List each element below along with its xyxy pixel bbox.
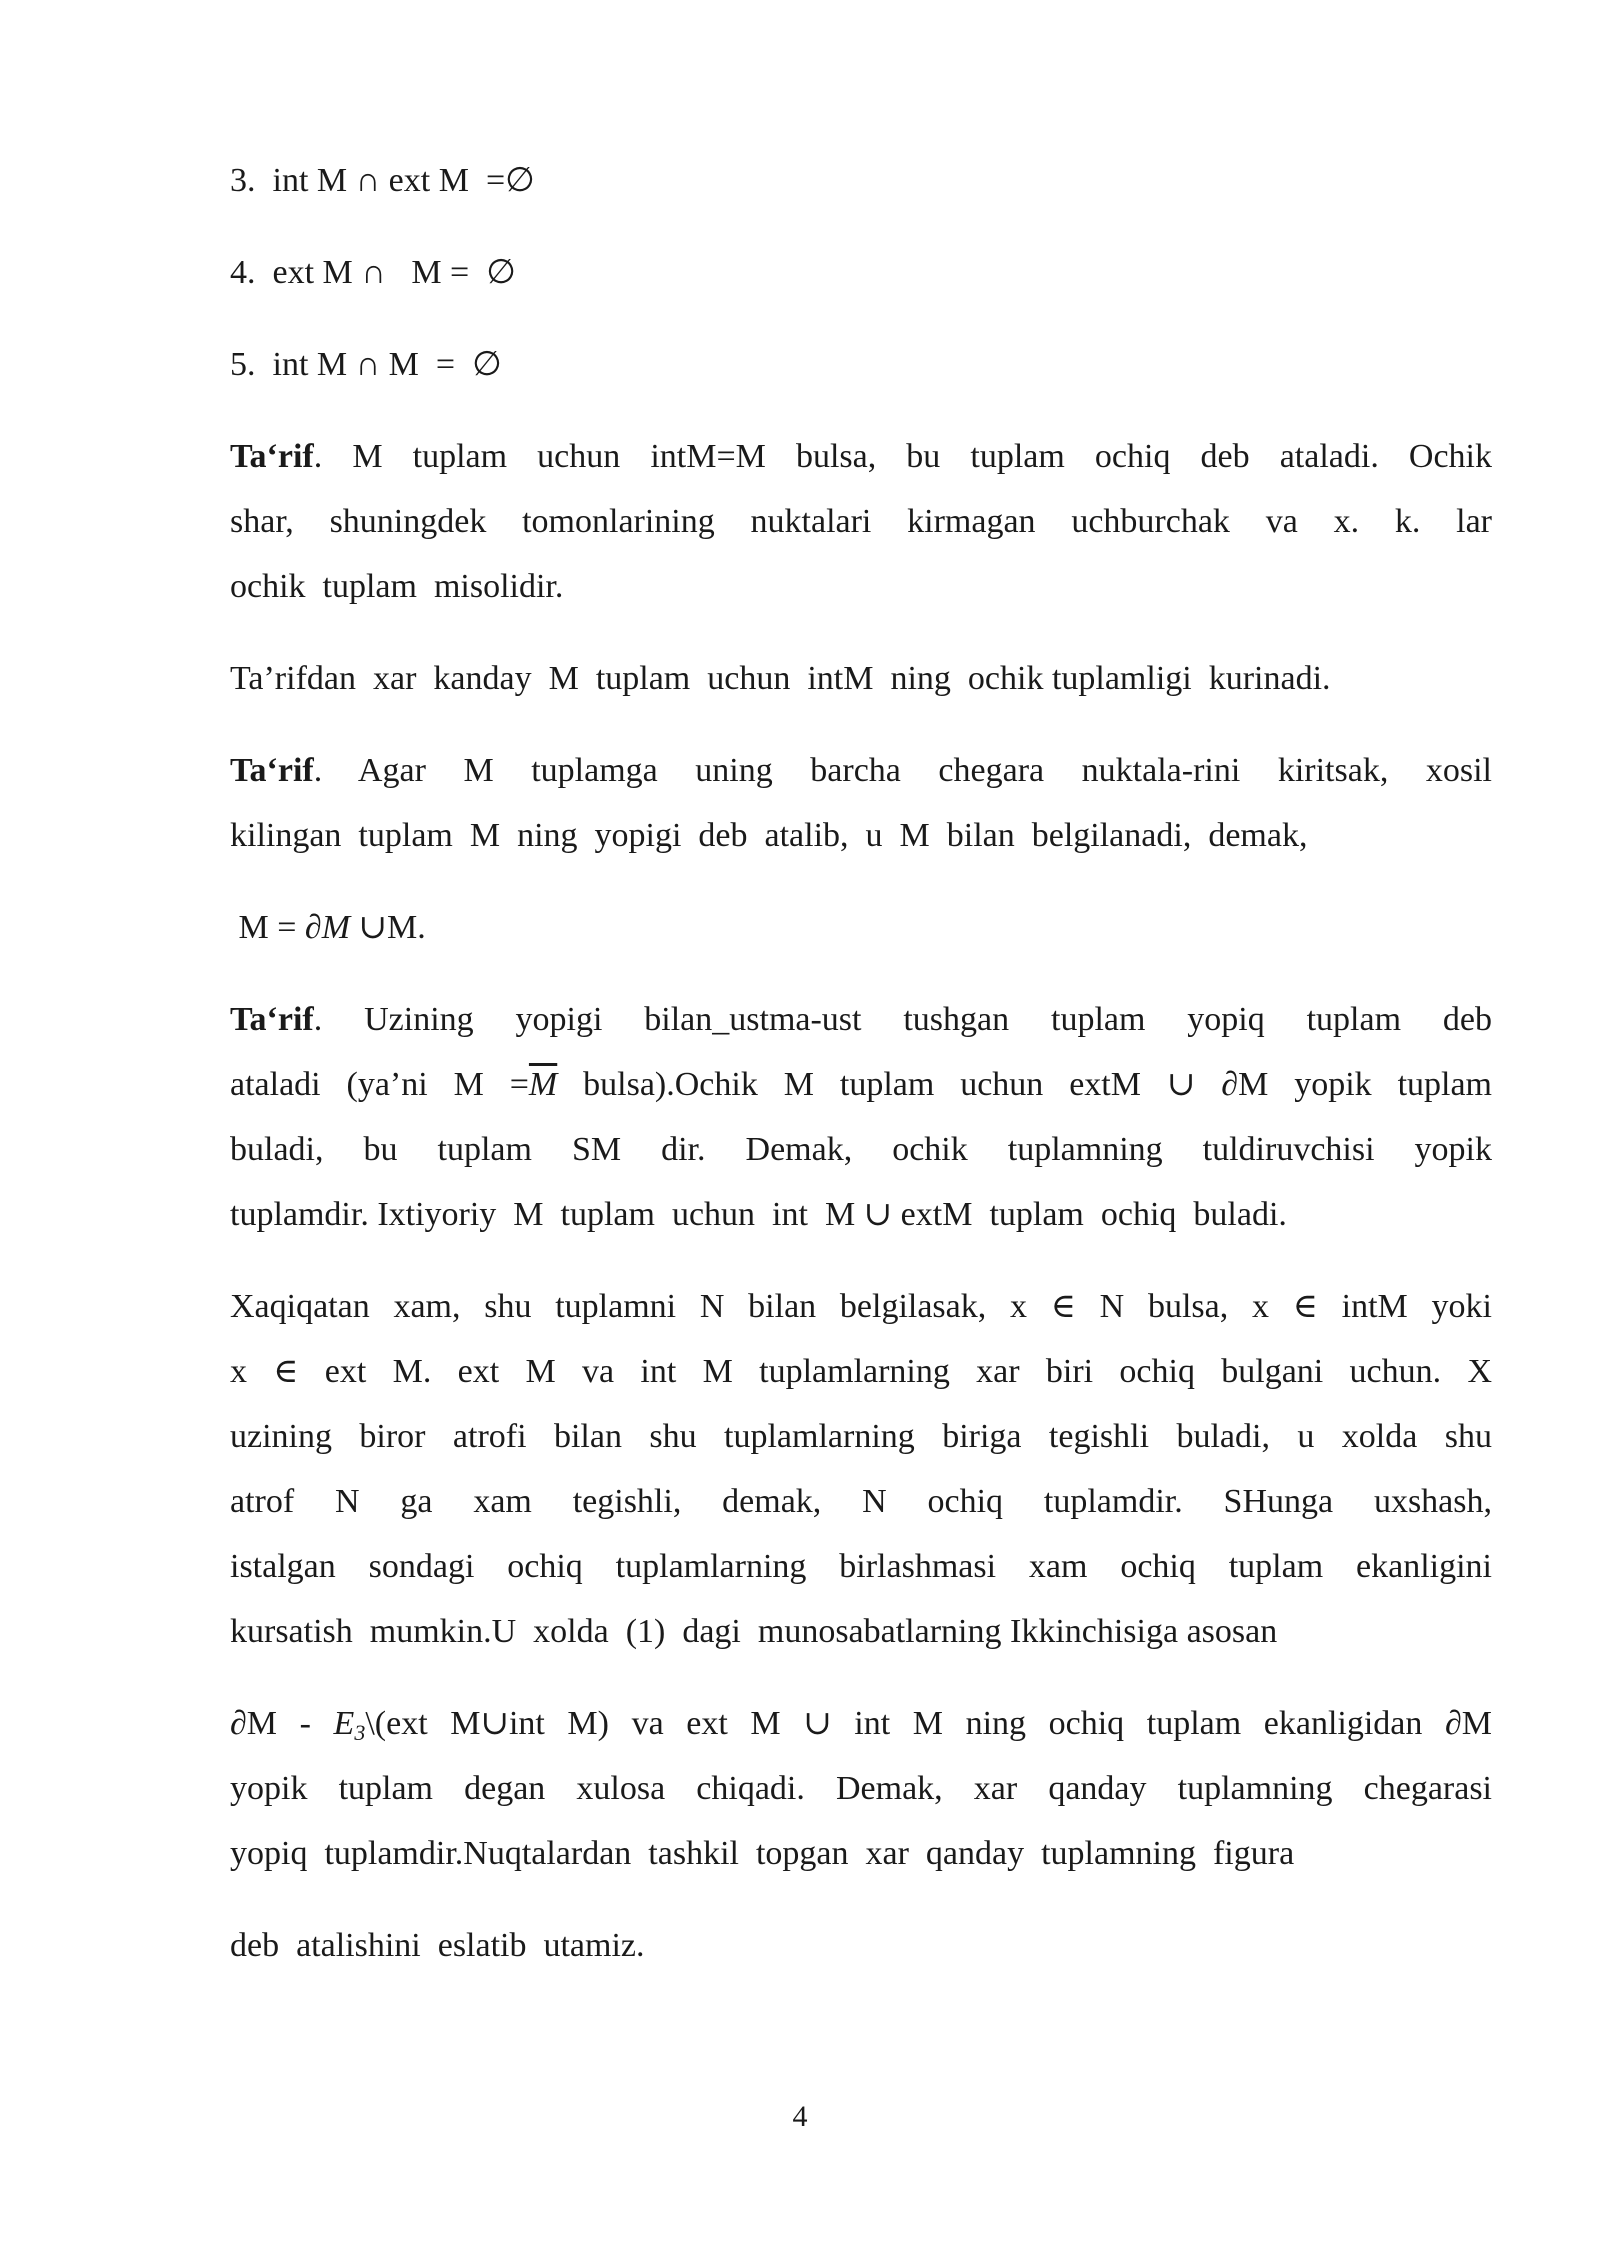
list-item-5: 5. int M ∩ M = ∅: [230, 346, 502, 383]
definition-line: Ta‘rif. Uzining yopigi bilan_ustma-ust tushgan tuplam yopiq tuplam deb: [230, 1001, 1492, 1038]
closing-line: deb atalishini eslatib utamiz.: [230, 1927, 645, 1964]
paragraph-line: uzining biror atrofi bilan shu tuplamlarning biriga tegishli buladi, u xolda shu: [230, 1418, 1492, 1455]
list-item-4: 4. ext M ∩ M = ∅: [230, 254, 516, 291]
paragraph-line: istalgan sondagi ochiq tuplamlarning birlashmasi xam ochiq tuplam ekanligini: [230, 1548, 1492, 1585]
definition-term: Ta‘rif: [230, 438, 314, 475]
page-number: 4: [792, 2100, 808, 2133]
paragraph-line: atrof N ga xam tegishli, demak, N ochiq tuplamdir. SHunga uxshash,: [230, 1483, 1492, 1520]
closure-formula: M = ∂M ∪M.: [230, 909, 426, 946]
paragraph-line: yopiq tuplamdir.Nuqtalardan tashkil topgan xar qanday tuplamning figura: [230, 1835, 1295, 1872]
definition-line: ochik tuplam misolidir.: [230, 568, 564, 605]
definition-line: tuplamdir. Ixtiyoriy M tuplam uchun int M ∪ extM tuplam ochiq buladi.: [230, 1196, 1287, 1233]
definition-line: Ta‘rif. Agar M tuplamga uning barcha chegara nuktala-rini kiritsak, xosil: [230, 752, 1492, 789]
definition-closure: [230, 738, 1492, 868]
proof-paragraph: [230, 1274, 1492, 1664]
list-item-3: 3. int M ∩ ext M =∅: [230, 162, 535, 199]
definition-line: Ta‘rif. M tuplam uchun intM=M bulsa, bu tuplam ochiq deb ataladi. Ochik: [230, 438, 1492, 475]
definition-line: kilingan tuplam M ning yopigi deb atalib, u M bilan belgilanadi, demak,: [230, 817, 1308, 854]
definition-term: Ta‘rif: [230, 1001, 314, 1038]
definition-line: shar, shuningdek tomonlarining nuktalari kirmagan uchburchak va x. k. lar: [230, 503, 1492, 540]
definition-open-set: [230, 424, 1492, 619]
boundary-paragraph: [230, 1691, 1492, 1886]
paragraph-line: $\partial M - E_3\backslash(ext$ M∪int M) va ext M ∪ int M ning ochiq tuplam ekanligidan ∂M: [230, 1705, 1493, 1745]
paragraph-line: Xaqiqatan xam, shu tuplamni N bilan belgilasak, x ∈ N bulsa, x ∈ intM yoki: [230, 1288, 1492, 1325]
closure-symbol: $\overline{M}$: [528, 1066, 558, 1103]
definition-line: ataladi (ya’ni $M =\overline{M}$ bulsa).Ochik M tuplam uchun extM ∪ ∂M yopik tuplam: [230, 1066, 1492, 1103]
paragraph-line: kursatish mumkin.U xolda (1) dagi munosabatlarning Ikkinchisiga asosan: [230, 1613, 1278, 1650]
paragraph-line: yopik tuplam degan xulosa chiqadi. Demak, xar qanday tuplamning chegarasi: [230, 1770, 1492, 1807]
definition-line: buladi, bu tuplam SM dir. Demak, ochik tuplamning tuldiruvchisi yopik: [230, 1131, 1492, 1168]
page-content: [230, 148, 1492, 1978]
remark-interior-open: Ta’rifdan xar kanday M tuplam uchun intM ning ochik tuplamligi kurinadi.: [230, 660, 1331, 697]
definition-term: Ta‘rif: [230, 752, 314, 789]
definition-closed-set: [230, 987, 1492, 1247]
paragraph-line: x ∈ ext M. ext M va int M tuplamlarning xar biri ochiq bulgani uchun. X: [230, 1353, 1492, 1390]
